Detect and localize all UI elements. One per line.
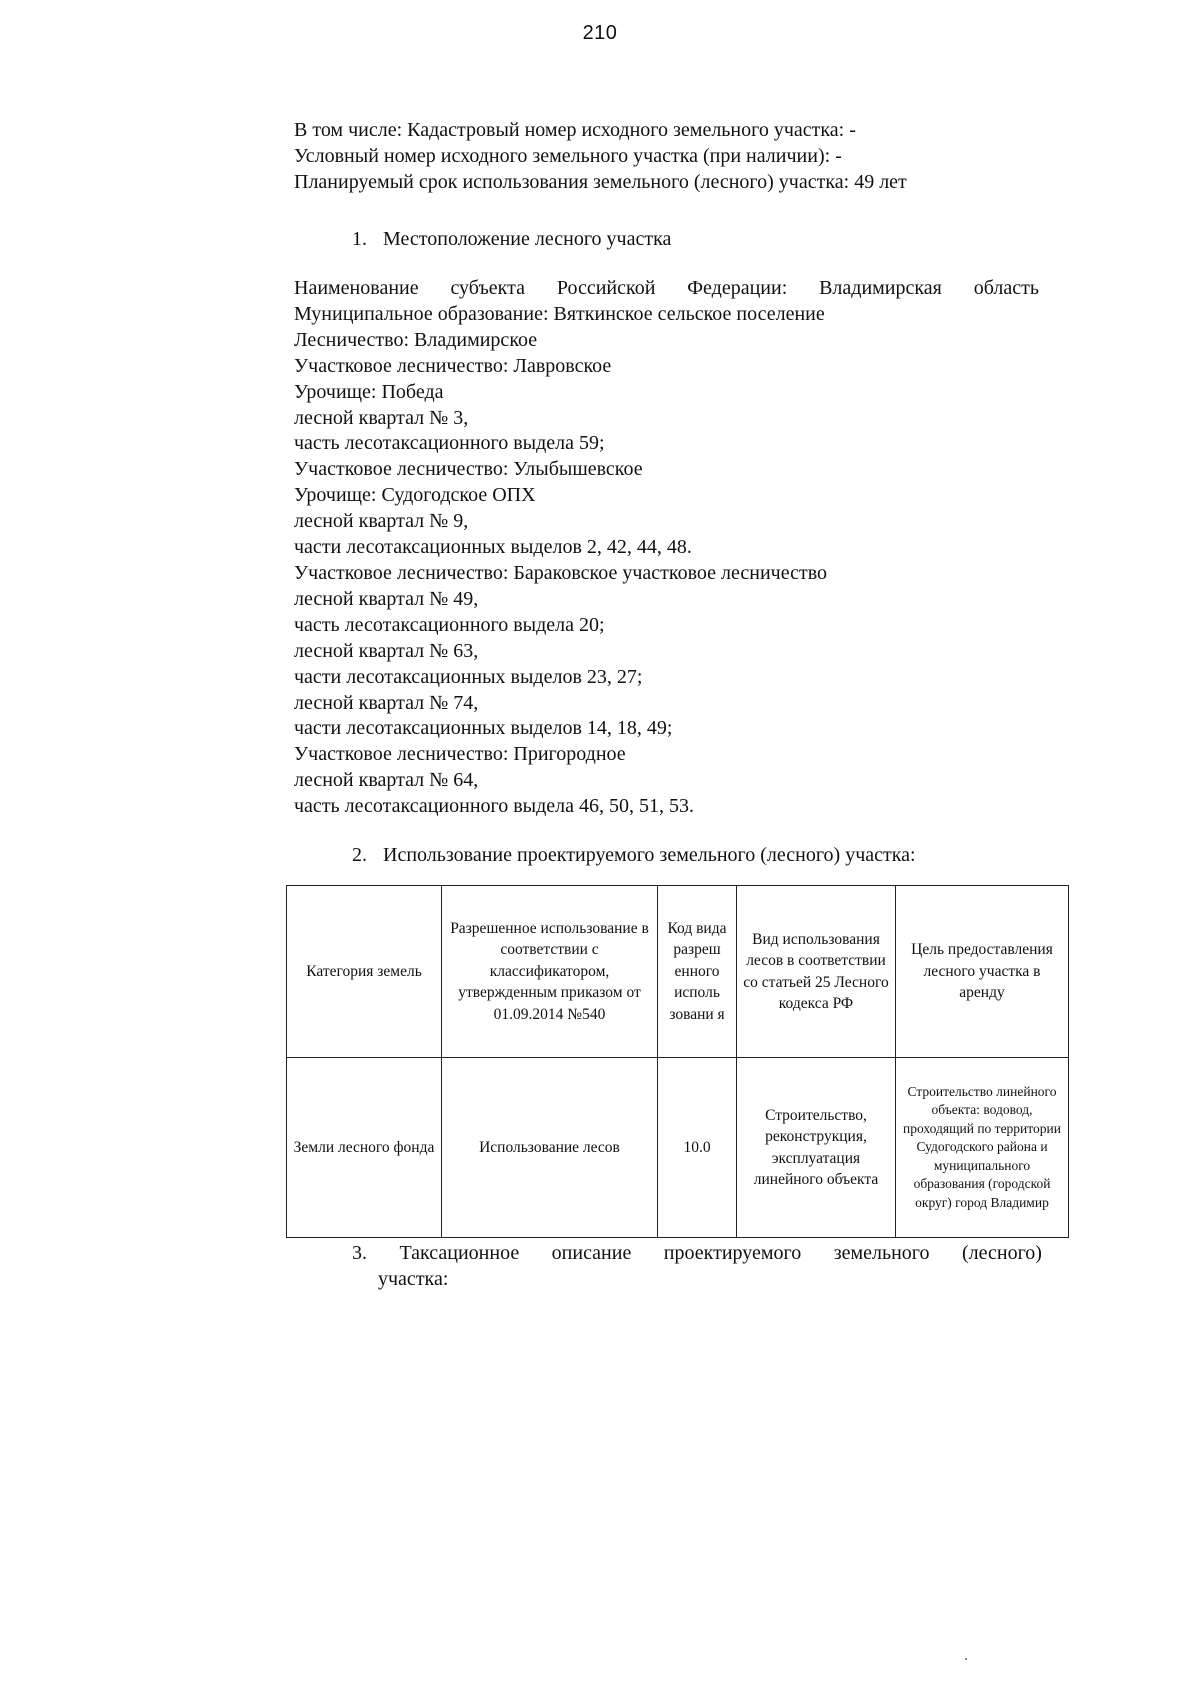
section-2-title: Использование проектируемого земельного (лесного) участка: [383,844,916,866]
scan-speck [965,1658,967,1660]
subject-word: область [973,277,1039,299]
location-line: лесной квартал № 64, [294,769,479,792]
header-forest-use: Вид использования лесов в соответствии со статьей 25 Лесного кодекса РФ [737,886,896,1058]
cell-forest-use: Строительство, реконструкция, эксплуатация линейного объекта [737,1058,896,1238]
location-line: лесной квартал № 3, [294,406,469,429]
location-line: часть лесотаксационного выдела 59; [294,432,605,455]
header-code: Код вида разреш енного исполь зовани я [658,886,737,1058]
subject-line [294,276,1039,302]
header-category: Категория земель [287,886,442,1058]
location-line: лесной квартал № 9, [294,510,469,533]
conditional-number-line: Условный номер исходного земельного участка (при наличии): - [294,145,842,167]
section-3-word: проектируемого [663,1242,802,1264]
location-line: части лесотаксационных выделов 23, 27; [294,665,643,688]
section-2-number: 2. [352,844,367,866]
section-1-number: 1. [352,228,367,250]
table-header-row [287,886,1069,1058]
location-line: части лесотаксационных выделов 14, 18, 49; [294,717,673,740]
cadastral-number-line: В том числе: Кадастровый номер исходного земельного участка: - [294,119,856,141]
subject-word: субъекта [450,277,525,299]
location-line: Муниципальное образование: Вяткинское сельское поселение [294,302,825,325]
table-row [287,1058,1069,1238]
section-3-word: (лесного) [961,1242,1042,1264]
location-line: Участковое лесничество: Лавровское [294,354,612,377]
location-line: лесной квартал № 74, [294,691,479,714]
section-2-heading [352,842,916,868]
location-line: Участковое лесничество: Пригородное [294,743,626,766]
header-purpose: Цель предоставления лесного участка в аренду [896,886,1069,1058]
location-line: часть лесотаксационного выдела 46, 50, 51, 53. [294,795,695,818]
cell-permitted-use: Использование лесов [442,1058,658,1238]
location-line: лесной квартал № 63, [294,639,479,662]
cell-purpose: Строительство линейного объекта: водовод, проходящий по территории Судогодского района и муниципального образования (городской округ) город Владимир [896,1058,1069,1238]
location-line: Лесничество: Владимирское [294,328,538,351]
section-3-heading [352,1240,1042,1292]
location-block [294,276,1039,820]
header-permitted-use: Разрешенное использование в соответствии с классификатором, утвержденным приказом от 01.09.2014 №540 [442,886,658,1058]
subject-word: Владимирская [819,277,942,299]
subject-word: Наименование [294,277,419,299]
cell-category: Земли лесного фонда [287,1058,442,1238]
location-line: Урочище: Победа [294,380,444,403]
intro-block [294,117,1074,195]
location-line: Участковое лесничество: Улыбышевское [294,458,643,481]
section-3-continuation: участка: [378,1268,449,1290]
location-line: Участковое лесничество: Бараковское участковое лесничество [294,561,828,584]
section-3-word: описание [551,1242,632,1264]
usage-term-line: Планируемый срок использования земельного (лесного) участка: 49 лет [294,171,907,193]
land-use-table [286,885,1069,1238]
section-1-title: Местоположение лесного участка [383,228,672,250]
page-number: 210 [582,22,618,44]
cell-code: 10.0 [658,1058,737,1238]
subject-word: Российской [556,277,656,299]
section-3-word: Таксационное [399,1242,520,1264]
location-line: части лесотаксационных выделов 2, 42, 44, 48. [294,536,692,559]
location-line: Урочище: Судогодское ОПХ [294,484,536,507]
location-line: часть лесотаксационного выдела 20; [294,613,605,636]
location-line: лесной квартал № 49, [294,587,479,610]
section-1-heading [352,226,671,252]
section-3-word: земельного [833,1242,930,1264]
subject-word: Федерации: [687,277,788,299]
section-3-number: 3. [352,1242,367,1264]
